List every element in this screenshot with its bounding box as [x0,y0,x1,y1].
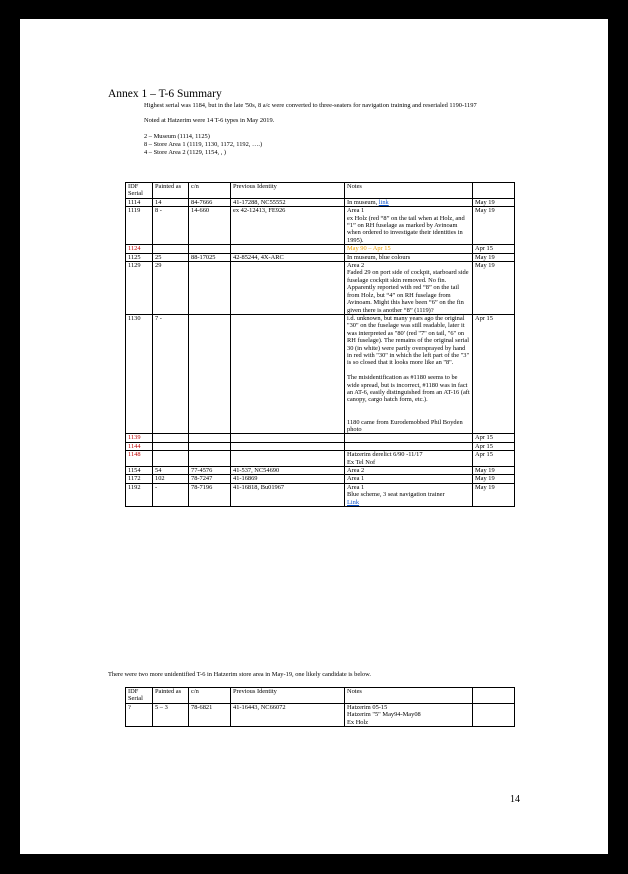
cell-cn [189,434,231,442]
header-idf-serial: IDF Serial [126,183,153,199]
cell-date: May 19 [473,262,515,315]
table-row [126,442,515,450]
cell-notes [345,703,473,726]
cell-cn: 88-17025 [189,253,231,261]
cell-date: Apr 15 [473,314,515,434]
cell-notes [345,262,473,315]
cell-date: May 19 [473,467,515,475]
cell-painted-as: 14 [153,198,189,206]
cell-previous-identity: 42-85244, 4X-ARC [231,253,345,261]
cell-idf-serial: 1130 [126,314,153,434]
notes-text: Area 1 Blue scheme, 3 seat navigation trainer [347,483,445,499]
header-cn: c/n [189,183,231,199]
cell-date [473,703,515,726]
cell-painted-as: 8 - [153,207,189,245]
cell-notes [345,467,473,475]
cell-notes [345,245,473,253]
header-notes: Notes [345,183,473,199]
cell-date: Apr 15 [473,451,515,467]
cell-painted-as: 7 - [153,314,189,434]
cell-previous-identity: 41-16818, Bu01967 [231,483,345,506]
cell-idf-serial: 1144 [126,442,153,450]
t6-summary-table [125,182,515,507]
intro-text [144,102,524,157]
cell-notes [345,442,473,450]
table-row [126,703,515,726]
intro-paragraph-1: Highest serial was 1184, but in the late '50s, 8 a/c were converted to three-seaters for navigation training and reserialed 1190-1197 [144,102,477,109]
notes-text: In museum, [347,198,379,206]
header-painted-as: Painted as [153,688,189,704]
table-row [126,451,515,467]
cell-notes [345,207,473,245]
cell-previous-identity [231,245,345,253]
cell-date: Apr 15 [473,434,515,442]
cell-previous-identity: ex 42-12413, FE926 [231,207,345,245]
intro-line-museum: 2 – Museum (1114, 1125) [144,132,210,140]
cell-idf-serial: 1192 [126,483,153,506]
intro-line-store-area-2: 4 – Store Area 2 (1129, 1154, , ) [144,149,227,157]
cell-idf-serial: 1148 [126,451,153,467]
header-notes: Notes [345,688,473,704]
intro-line-store-area-1: 8 – Store Area 1 (1119, 1130, 1172, 1192, ….) [144,140,263,148]
notes-link[interactable]: Link [347,498,360,506]
cell-notes [345,483,473,506]
cell-cn: 78-7196 [189,483,231,506]
notes-text: In museum, blue colours [347,253,411,261]
header-date [473,183,515,199]
cell-painted-as: - [153,483,189,506]
cell-date: May 19 [473,253,515,261]
cell-painted-as: 29 [153,262,189,315]
cell-notes [345,475,473,483]
table-row [126,475,515,483]
table-row [126,262,515,315]
cell-cn: 84-7666 [189,198,231,206]
cell-cn: 78-6821 [189,703,231,726]
header-previous-identity: Previous Identity [231,688,345,704]
cell-painted-as: 102 [153,475,189,483]
table-row [126,314,515,434]
notes-text: May 90 – Apr 15 [347,245,391,253]
unidentified-t6-table [125,687,515,727]
between-text: There were two more unidentified T-6 in Hatzerim store area in May-19, one likely candidate is below. [108,671,371,678]
header-previous-identity: Previous Identity [231,183,345,199]
cell-idf-serial: 1119 [126,207,153,245]
table-row [126,434,515,442]
notes-text: i.d. unknown, but many years ago the original "30" on the fuselage was still readable, later it was interpreted as "80' (red "7" on tail, "6" on RH fuselage). The remains of the original serial 30 (in white) were partly oversprayed by hand in red with "30" in which the left part of the "3" is so closed that it looks more like an "8". The misidentification as #1180 seems to be wide spread, but is incorrect, #1180 was in fact an AT-6, easily distinguished from an AT-16 (aft canopy, cargo hatch form, etc.). 1180 came from Eurodemobbed Phil Boyden photo [347,314,470,433]
cell-painted-as [153,245,189,253]
cell-previous-identity: 41-16443, NC66072 [231,703,345,726]
cell-cn [189,262,231,315]
table-header-row [126,183,515,199]
cell-cn [189,245,231,253]
cell-cn: 77-4576 [189,467,231,475]
cell-idf-serial: 1124 [126,245,153,253]
notes-text: Area 1 ex Holz (red “8” on the tail when at Holz, and “1” on RH fuselage as marked by Avinoam when ordered to investigate their identities in 1995). [347,207,465,244]
table-row [126,198,515,206]
document-page [20,19,608,854]
cell-previous-identity: 41-17288, NC55552 [231,198,345,206]
cell-painted-as: 54 [153,467,189,475]
cell-date: May 19 [473,207,515,245]
header-date [473,688,515,704]
table-row [126,253,515,261]
cell-painted-as [153,434,189,442]
cell-idf-serial: 1139 [126,434,153,442]
table-row [126,483,515,506]
header-painted-as: Painted as [153,183,189,199]
page-number: 14 [510,794,520,805]
cell-cn [189,442,231,450]
table-row [126,467,515,475]
cell-previous-identity: 41-537, NC54690 [231,467,345,475]
header-idf-serial: IDF Serial [126,688,153,704]
cell-painted-as [153,442,189,450]
intro-paragraph-2: Noted at Hatzerim were 14 T-6 types in May 2019. [144,117,275,125]
cell-cn: 78-7247 [189,475,231,483]
notes-text: Hatzerim derelict 6/90 -11/17 Ex Tel Nof [347,451,423,466]
cell-date: May 19 [473,483,515,506]
cell-painted-as [153,451,189,467]
cell-notes [345,314,473,434]
cell-cn: 14-660 [189,207,231,245]
cell-notes [345,253,473,261]
cell-previous-identity [231,451,345,467]
cell-painted-as: 5 – 3 [153,703,189,726]
cell-previous-identity [231,262,345,315]
table-row [126,245,515,253]
table-row [126,207,515,245]
cell-date: Apr 15 [473,442,515,450]
cell-idf-serial: 1114 [126,198,153,206]
header-cn: c/n [189,688,231,704]
cell-notes [345,434,473,442]
cell-idf-serial: 1125 [126,253,153,261]
cell-notes [345,451,473,467]
notes-text: Area 2 Faded 29 on port side of cockpit, starboard side fuselage cockpit skin removed. No fin. Apparently reported with red “8” on the tail from Holz, but “4” on RH fuselage from Avinoam. Might this have been “6” on the fin given there is another “8” (1119)? [347,262,469,314]
cell-previous-identity: 41-16869 [231,475,345,483]
notes-link[interactable]: link [378,198,389,206]
cell-painted-as: 25 [153,253,189,261]
cell-cn [189,451,231,467]
cell-previous-identity [231,434,345,442]
cell-idf-serial: 1154 [126,467,153,475]
cell-cn [189,314,231,434]
cell-date: Apr 15 [473,245,515,253]
notes-text: Area 2 [347,467,365,475]
notes-text: Area 1 [347,475,365,483]
cell-notes [345,198,473,206]
cell-idf-serial: 1172 [126,475,153,483]
table-header-row [126,688,515,704]
cell-previous-identity [231,314,345,434]
annex-title: Annex 1 – T-6 Summary [108,88,222,100]
cell-idf-serial: ? [126,703,153,726]
cell-idf-serial: 1129 [126,262,153,315]
notes-text: Hatzerim 05-15 Hatzerim "5" May94-May08 Ex Holz [347,703,421,726]
cell-date: May 19 [473,475,515,483]
cell-date: May 19 [473,198,515,206]
cell-previous-identity [231,442,345,450]
